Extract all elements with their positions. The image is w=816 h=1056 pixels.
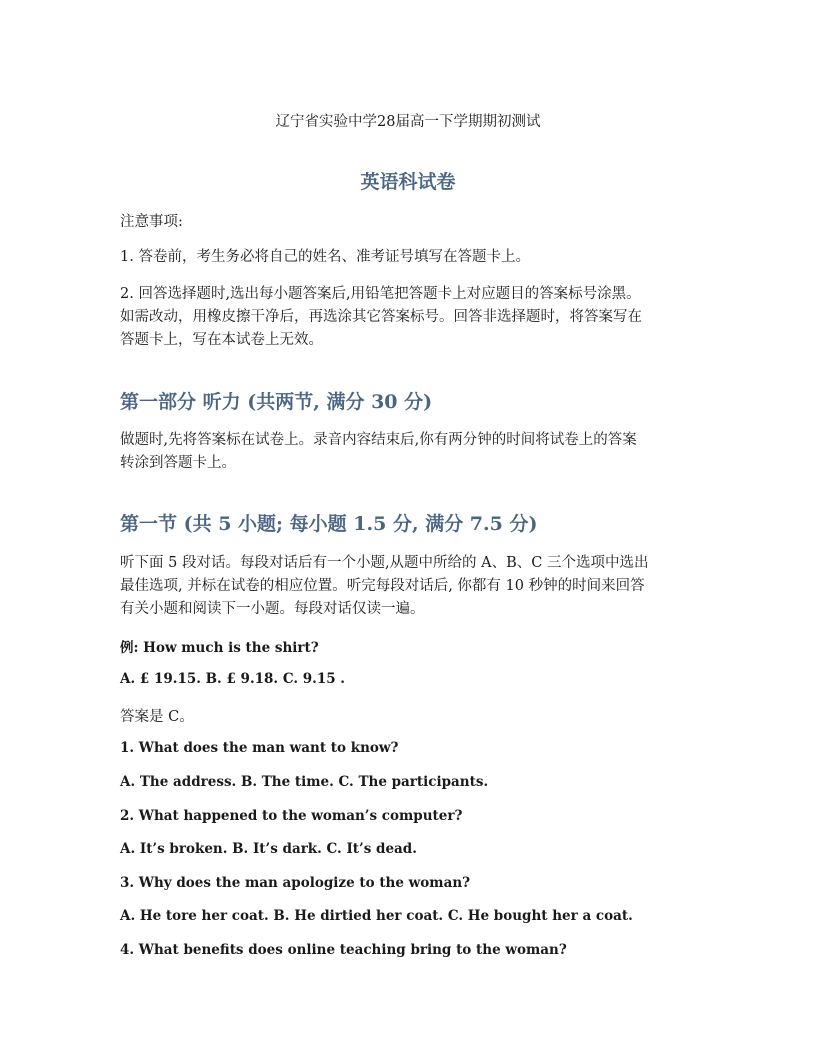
question-4: 4. What benefits does online teaching bring to the woman? [120,942,567,958]
example-question: 例: How much is the shirt? [120,640,319,656]
section1-intro-line-2: 最佳选项, 并标在试卷的相应位置。听完每段对话后, 你都有 10 秒钟的时间来回答 [120,578,645,594]
exam-title: 英语科试卷 [360,171,456,193]
notice-item-2-line-3: 答题卡上，写在本试卷上无效。 [120,332,323,348]
part1-intro-line-2: 转涂到答题卡上。 [120,455,236,471]
notice-item-1: 1. 答卷前，考生务必将自己的姓名、准考证号填写在答题卡上。 [120,249,530,265]
notice-item-2-line-1: 2. 回答选择题时,选出每小题答案后,用铅笔把答题卡上对应题目的答案标号涂黑。 [120,286,641,302]
part1-heading: 第一部分 听力 (共两节, 满分 30 分) [120,391,433,413]
question-2-options: A. It’s broken. B. It’s dark. C. It’s dead. [120,841,417,857]
question-2: 2. What happened to the woman’s computer? [120,808,463,824]
question-3-options: A. He tore her coat. B. He dirtied her coat. C. He bought her a coat. [120,908,633,924]
section1-heading: 第一节 (共 5 小题; 每小题 1.5 分, 满分 7.5 分) [120,513,538,535]
notice-item-2-line-2: 如需改动，用橡皮擦干净后，再选涂其它答案标号。回答非选择题时，将答案写在 [120,309,642,325]
example-answer: 答案是 C。 [120,709,194,725]
section1-intro-line-3: 有关小题和阅读下一小题。每段对话仅读一遍。 [120,601,425,617]
question-1: 1. What does the man want to know? [120,740,399,756]
example-options: A. £ 19.15. B. £ 9.18. C. 9.15 . [120,671,346,687]
question-1-options: A. The address. B. The time. C. The participants. [120,774,489,790]
exam-subtitle: 辽宁省实验中学28届高一下学期期初测试 [275,114,541,130]
question-3: 3. Why does the man apologize to the woman? [120,875,471,891]
section1-intro-line-1: 听下面 5 段对话。每段对话后有一个小题,从题中所给的 A、B、C 三个选项中选出 [120,555,649,571]
notice-heading: 注意事项: [120,214,183,230]
part1-intro-line-1: 做题时,先将答案标在试卷上。录音内容结束后,你有两分钟的时间将试卷上的答案 [120,432,637,448]
